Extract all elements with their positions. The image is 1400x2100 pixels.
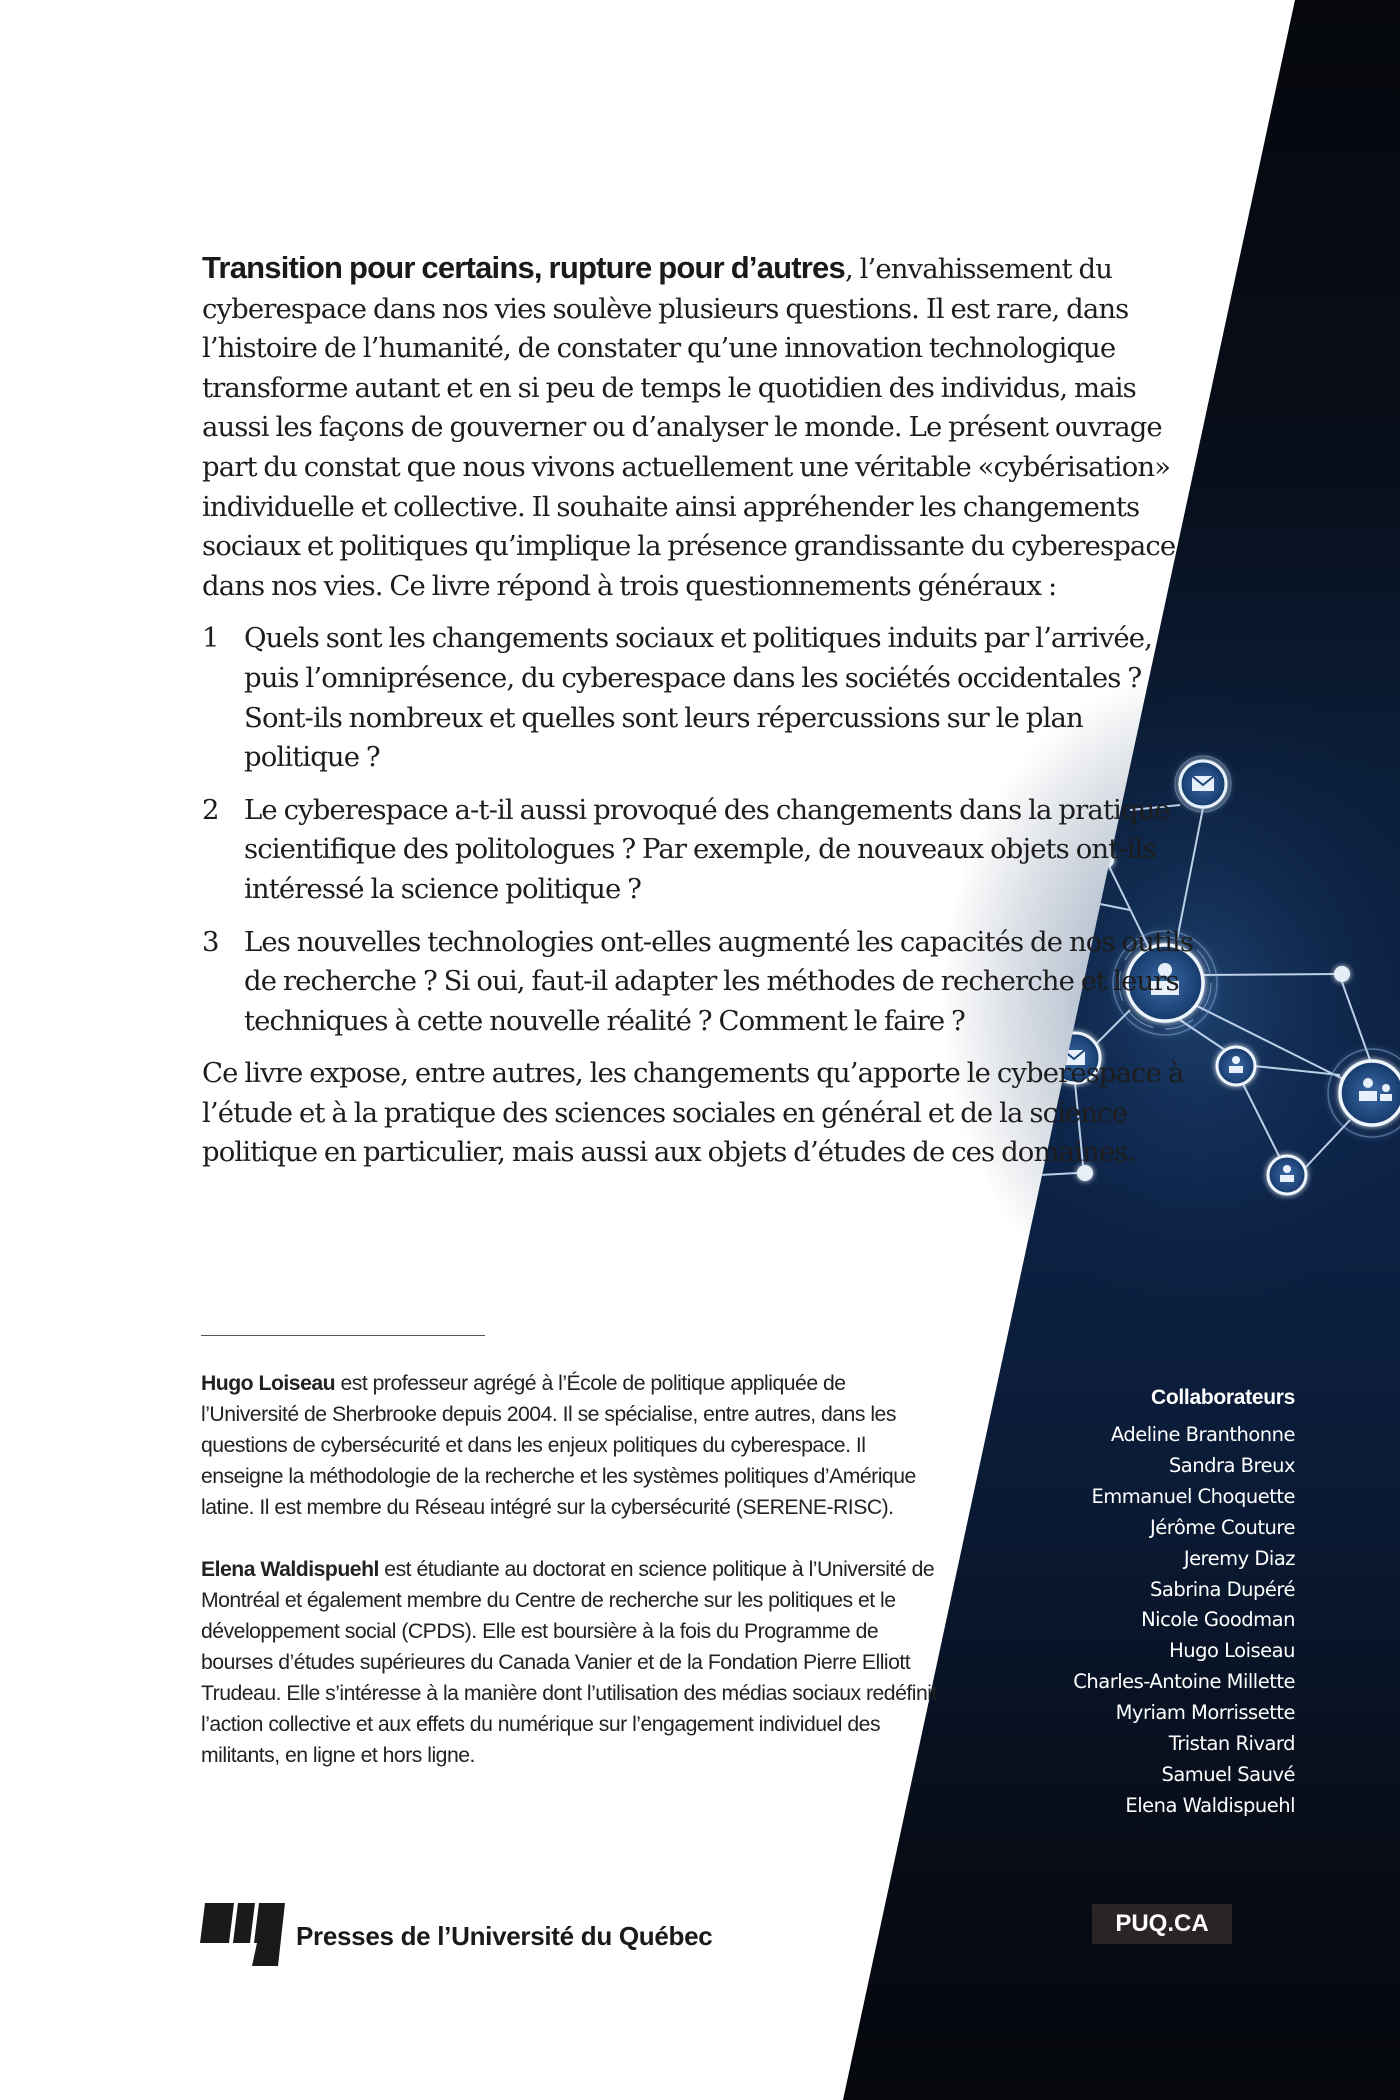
collaborator-name: Hugo Loiseau	[1169, 1639, 1295, 1663]
collaborator-name: Myriam Morrissette	[1115, 1701, 1295, 1725]
group-node-right	[1328, 1049, 1400, 1137]
author-bio-text: est professeur agrégé à l’École de politique appliquée de l’Université de Sherbrooke depuis 2004. Il se spécialise, entre autres, dans les questions de cybersécurité et dans les enjeux politiques du cyberespace. Il enseigne la méthodologie de la recherche et les systèmes politiques d’Amérique latine. Il est membre du Réseau intégré sur la cybersécurité (SERENE-RISC).	[201, 1372, 916, 1519]
intro-text: , l’envahissement du cyberespace dans nos vies soulève plusieurs questions. Il est rare, dans l’histoire de l’humanité, de constater qu’une innovation technologique transforme autant et en si peu de temps le quotidien des individus, mais aussi les façons de gouverner ou d’analyser le monde. Le présent ouvrage part du constat que nous vivons actuellement une véritable «cybérisation» individuelle et collective. Il souhaite ainsi appréhender les changements sociaux et politiques qu’implique la présence grandissante du cyberespace dans nos vies. Ce livre répond à trois questionnements généraux :	[202, 253, 1176, 602]
question-item	[202, 619, 1202, 777]
question-text: Le cyberespace a-t-il aussi provoqué des changements dans la pratique scientifique des politologues ? Par exemple, de nouveaux objets ont-ils intéressé la science politique ?	[244, 793, 1170, 905]
author-name: Elena Waldispuehl	[201, 1558, 379, 1581]
collaborator-name: Tristan Rivard	[1168, 1732, 1295, 1756]
question-text: Quels sont les changements sociaux et politiques induits par l’arrivée, puis l’omniprésence, du cyberespace dans les sociétés occidentales ? Sont-ils nombreux et quelles sont leurs répercussions sur le plan politique ?	[244, 622, 1153, 774]
author-bio	[201, 1554, 941, 1771]
lead-phrase: Transition pour certains, rupture pour d’autres	[202, 250, 845, 285]
section-divider	[201, 1335, 485, 1336]
question-number: 3	[202, 925, 219, 958]
collaborator-name: Emmanuel Choquette	[1091, 1484, 1295, 1508]
question-text: Les nouvelles technologies ont-elles augmenté les capacités de nos outils de recherche ? Si oui, faut-il adapter les méthodes de recherche et leurs techniques à cette nouvelle réalité ? Comment le faire ?	[244, 925, 1194, 1037]
author-bio	[201, 1368, 941, 1523]
collaborator-name: Nicole Goodman	[1141, 1608, 1295, 1632]
collaborator-name: Adeline Branthonne	[1110, 1423, 1295, 1446]
puq-website-badge[interactable]: PUQ.CA	[1092, 1904, 1232, 1944]
collaborators-list	[1073, 1420, 1295, 1822]
question-number: 1	[202, 622, 219, 655]
person-node-bottom	[1268, 1156, 1306, 1194]
collaborator-name: Charles-Antoine Millette	[1073, 1670, 1295, 1694]
intro-paragraph	[202, 248, 1202, 606]
author-bios	[201, 1368, 941, 1802]
collaborators-section	[1073, 1386, 1295, 1822]
questions-list	[202, 619, 1202, 1041]
collaborators-title: Collaborateurs	[1151, 1386, 1295, 1409]
question-item	[202, 923, 1202, 1042]
closing-paragraph: Ce livre expose, entre autres, les changements qu’apporte le cyberespace à l’étude et à la pratique des sciences sociales en général et de la science politique en particulier, mais aussi aux objets d’études de ces domaines.	[202, 1057, 1184, 1169]
collaborator-name: Jérôme Couture	[1150, 1515, 1295, 1539]
collaborator-name: Sabrina Dupéré	[1150, 1577, 1295, 1601]
author-name: Hugo Loiseau	[201, 1372, 336, 1395]
puq-logo-icon	[200, 1900, 290, 1970]
collaborator-name: Sandra Breux	[1168, 1453, 1295, 1477]
person-node-middle	[1217, 1047, 1255, 1085]
publisher-name: Presses de l’Université du Québec	[296, 1921, 713, 1951]
collaborator-name: Samuel Sauvé	[1161, 1762, 1295, 1786]
question-item	[202, 791, 1202, 910]
author-bio-text: est étudiante au doctorat en science politique à l’Université de Montréal et également membre du Centre de recherche sur les politiques et le développement social (CPDS). Elle est boursière à la fois du Programme de bourses d’études supérieures du Canada Vanier et de la Fondation Pierre Elliott Trudeau. Elle s’intéresse à la manière dont l’utilisation des médias sociaux redéfinit l’action collective et aux effets du numérique sur l’engagement individuel des militants, en ligne et hors ligne.	[201, 1558, 937, 1767]
back-cover-description	[202, 248, 1202, 1173]
collaborator-name: Elena Waldispuehl	[1125, 1793, 1295, 1817]
question-number: 2	[202, 793, 219, 826]
collaborator-name: Jeremy Diaz	[1183, 1546, 1295, 1570]
